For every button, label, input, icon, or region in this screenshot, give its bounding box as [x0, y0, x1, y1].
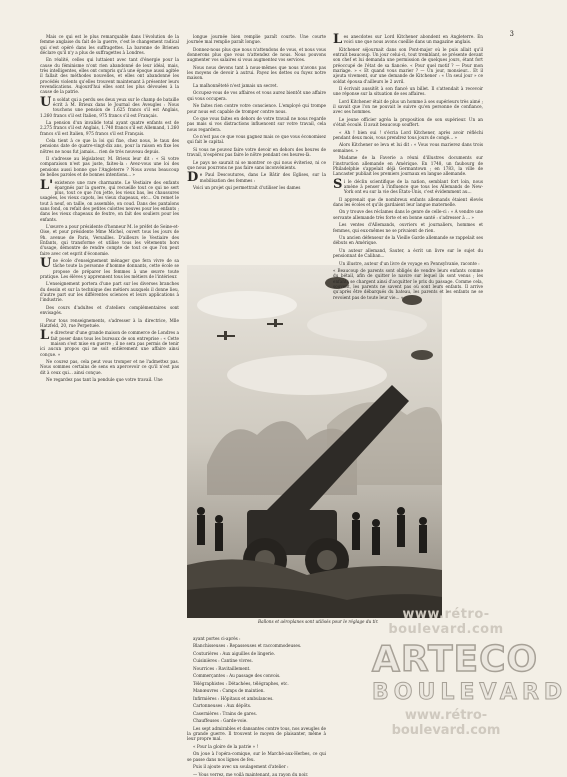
- paragraph: La malhonnêteté n'est jamais un secret.: [193, 82, 278, 88]
- paragraph: Infirmières : Hôpitaux et ambulances.: [193, 695, 274, 701]
- paragraph: Cuisinières : Cantine vivres.: [193, 658, 253, 664]
- paragraph: Occupez-vous de vos affaires et vous aurez bientôt une affaire qui vous occupera.: [187, 90, 326, 101]
- paragraph: Mais ce qui est le plus remarquable dans l'évolution de la femme anglaise du fait de la guerre, c'est le changement radical qui s'est opéré dans les suffragettes. La baronne de Brienen déclare qu'il n'y a plus de suffragettes à Londres.: [40, 34, 179, 55]
- paragraph: Des cours d'adultes et d'ateliers complémentaires sont envisagés.: [40, 304, 179, 316]
- page-number: 3: [509, 30, 514, 38]
- paragraph: L'existence une rare charmante. Le Vestiaire des enfants épargnés par la guerre, qui recueille tout ce qui ne sert plus, tout ce que l'on jette, les vieux bas, les chaussures usagées, les vieux capots, les vieux chapeaux, etc... On remet le tout à neuf, on taille, on assemble, on coud. Dans des pantalons sans fond, on refait des petites culottes neuves pour les enfants ; dans les vieux chapeaux de feutre, on fait des souliers pour les enfants.: [40, 177, 179, 222]
- paragraph: Il s'adresse au législateur, M. Brieux leur dit : « Si votre comparaison n'est pas juste, faites-la : Avez-vous une loi des pensions aussi bonne que l'Angleterre ? Nous avons beaucoup de belles paroles et de bonnes intentions... »: [40, 156, 179, 178]
- paragraph: Chauffeuses : Garde-voie.: [193, 718, 248, 724]
- paragraph: Blanchisseuses : Repasseuses et raccommodeuses.: [193, 643, 302, 649]
- paragraph: Kitchener séjournait dans son Pont-major où le puis allait qu'il entrait beaucoup. Un jour celui-ci, tout tremblant, se présente devant son chef et lui demanda une permission de quelques jours, étant fort préoccupé de l'état de sa fiancée. « Pour quel motif ? — Pour mon mariage. » « Et quand vous marier ? — Un jour, monsieur... Et il ajouta vivement, sur une demande de Kitchener : « Un seul jour » ce soldat épousa d'ailleurs le 2 avril.: [333, 46, 483, 84]
- paragraph: Manœuvres : Camps de maintien.: [193, 688, 265, 694]
- paragraph: Un soldat qui a perdu ses deux yeux sur le champ de bataille écrit à M. Brieux dans le Journal des Aveugles : Nous touchons une pension de 1.625 francs s'il est Anglais, 1.260 francs s'il est Italien, 975 francs s'il est Français.: [40, 94, 179, 118]
- paragraph: « Beaucoup de parents sont obligés de vendre leurs enfants comme du bétail, afin de quitter le navire sur lequel ils sont venus ; les enfants se chargent ainsi d'acquitter le prix du passage. Comme cela, souvent, les parents ne savent pas où sont leurs enfants. Il arrive qu'après être débarqués du bateau, les parents et les enfants ne se revoient pas de toute leur vie... »: [333, 268, 483, 300]
- paragraph: Le pays ne saurait ni se montrer ce qui nous éviteriez, ni ce que nous pourrons ne pas faire sans inconvénients.: [187, 159, 326, 170]
- paragraph: Pour tous renseignements, s'adresser à la directrice, Mlle Hatzfeld, 20, rue Perpetuée.: [40, 317, 179, 328]
- paragraph: Cela tient à ce que la loi qui fixe, chez nous, le taux des pensions date de quatre-vingt-dix ans, pour la raison en fixe les nôtres ne nous fut jamais... rien de très nouveau depuis.: [40, 138, 179, 154]
- paragraph: Si vous ne pouvez faire votre devoir en dehors des heures de travail, n'espérez pas faire le nôtre pendant ces heures-là.: [187, 146, 326, 158]
- paragraph: Un auteur allemand, Sauter, a écrit un livre sur le sujet du pensionnat de Caliban...: [333, 247, 483, 259]
- paragraph: ayant portes ci-après :: [193, 636, 241, 641]
- paragraph: Nourrices : Ravitaillement.: [193, 665, 251, 671]
- paragraph: Les sept admirables et dansantes contre tous, nos aveugles de la grande guerre. Il trouvent le moyen de plaisanter, même à leur propre mal.: [187, 725, 327, 742]
- paragraph: On y trouve des réclames dans le genre de celle-ci : « A vendre une servante allemande très forte et en bonne santé : s'adresser à ... »: [333, 209, 483, 220]
- paragraph: Télégraphistes : Détachées, télégraphes, etc.: [193, 680, 289, 686]
- paragraph: Nous nous devons tant à nous-mêmes que nous n'avons pas les moyens de devoir à autrui. Payez les dettes ou fuyez notre maison.: [187, 64, 326, 81]
- paragraph: « Ah ! bien oui ! s'écria Lord Kitchener, après avoir réfléchi pendant deux mois, vous prendrez tous jours de congé... »: [333, 129, 483, 140]
- paragraph: En réalité, celles qui luttaient avec tant d'énergie pour la cause du féminisme n'ont rien abandonné de leur idéal, mais, très intelligentes, elles ont compris qu'à une époque aussi agitée il fallait des méthodes nouvelles, et elles ont abandonné les procédés violents qu'elles trouvent maintenant à présenter leurs revendications. Aujourd'hui elles sont les plus dévouées à la cause de la patrie.: [40, 57, 179, 95]
- watermark-logo: www.rétro-boulevard.com ARTECO BOULEVARD www.rétro-boulevard.com: [372, 607, 567, 738]
- paragraph: Lord Kitchener était de plus un homme à ses supérieurs très aimé ; il savait que l'on ne pouvait le suivre qu'en personne de confiance, avec ses hommes.: [333, 98, 483, 115]
- paragraph: Ne courez pas, cela peut vous tromper et ne l'admettez pas. Nous sommes certains de sens en apercevoir ce qu'il n'est pas dit à ceux qui... ainsi conçue.: [40, 359, 179, 375]
- paragraph: La pension d'un invalide total ayant quatre enfants est de 2.275 francs s'il est Anglais, 1.740 francs s'il est Allemand, 1.260 francs s'il est Italien, 975 francs s'il est Français.: [40, 120, 179, 136]
- paragraph: Voici un projet qui permettrait d'utiliser les dames: [193, 185, 301, 191]
- paragraph: Commerçantes : Au passage des convois.: [193, 673, 281, 679]
- paragraph: Ne faites rien contre votre conscience. L'employé qui trompe pour nous est capable de tromper contre nous.: [187, 103, 326, 114]
- paragraph: Couturières : Aux aiguilles de lingerie.: [193, 650, 276, 656]
- paragraph: « Pour la gloire de la patrie » !: [193, 743, 259, 749]
- paragraph: Un illustre, auteur d'un livre de voyage en Pennsylvanie, raconte :: [339, 260, 480, 266]
- paragraph: Ne regardez pas tant la pendule que votre travail. Une: [46, 377, 163, 383]
- text-column-middle-bottom: [187, 636, 327, 777]
- paragraph: Une école d'enseignement ménager que fera vivre de sa tâche toute la personne d'homme donnants, cette école se propose de préparer les femmes à une œuvre toute pratique. Les élèves y apprennent tous les métiers de l'intérieur.: [40, 256, 179, 279]
- paragraph: On joue à l'opéra-comique, sur le Marché-aux-Herbes, ce qui se passe dans nos lignes de feu.: [187, 751, 326, 762]
- illustration-caption: Ballons et aéroplanes sont utilisés pour le réglage du tir.: [258, 619, 379, 624]
- paragraph: Les anecdotes sur Lord Kitchener abondent en Angleterre. En voici une que nous avons cueillie dans un magazine anglais.: [333, 32, 483, 47]
- paragraph: Ce n'est pas ce que vous gagnez mais ce que vous économisez qui fait le capital.: [187, 134, 326, 145]
- paragraph: Casernières : Trains de gares.: [193, 710, 257, 716]
- paragraph: Alors Kitchener se leva et lui dit : « Vous vous marierez dans trois semaines. »: [333, 142, 483, 153]
- paragraph: Il écrivait aussitôt à son fiancé un billet. Il s'attendait à recevoir une réponse sur la situation de ses affaires.: [333, 86, 483, 97]
- paragraph: Le jeune officier agréa la proposition de son supérieur. Un an s'était écoulé. Il avait beaucoup souffert.: [333, 116, 483, 128]
- paragraph: Le directeur d'une grande maison de commerce de Londres a fait poser dans tous les bureaux de son entreprise : « Cette maison s'est mise en guerre ; il ne sera pas permis de tenir ici aucun propos qui ne soit entièrement une affaire ainsi conçue. »: [40, 328, 179, 357]
- paragraph: Cartonneuses : Aux dépôts.: [193, 703, 252, 709]
- paragraph: Un ancien défenseur de la Vieille Garde allemande se rappelait ses débuts en Amérique.: [333, 235, 483, 246]
- paragraph: Si le déclin scientifique de la nation, semblant fort loin, nous amène à penser à l'influence que tous les Allemands de New-York ont eu sur la vie des États-Unis, c'est évidemment au...: [333, 176, 483, 195]
- paragraph: Les ventes d'Allemands, ouvriers et journaliers, hommes et femmes, qui eux-mêmes ne se privaient de rien.: [333, 222, 483, 233]
- text-column-left: [40, 34, 179, 742]
- paragraph: Puis il ajoute avec un soulagement d'atelier :: [193, 764, 289, 770]
- paragraph: — Vous verrez, me voilà maintenant, au rayon du noir.: [193, 771, 309, 777]
- paragraph: Il apprenait que de nombreux enfants allemands étaient élevés dans les écoles et qu'ils gardaient leur langue maternelle.: [333, 196, 483, 207]
- paragraph: Ce que vous faites en dehors de votre travail ne nous regarde pas mais si vos distractions influencent sur votre travail, cela nous regardera.: [187, 115, 326, 132]
- paragraph: L'enseignement portera d'une part sur les diverses branches du dessin et sur la technique des métiers auxquels il donne lieu, d'autre part sur les différentes sciences et leurs applications à l'industrie.: [40, 281, 179, 303]
- paragraph: Madame de la Faverie a réuni d'illustres documents sur l'instruction allemande en Amérique. En 1748, un faubourg de Philadelphie s'appelait déjà Germantown ; en 1783, la ville de Lancaster publiait les premiers journaux en langue allemande.: [333, 155, 483, 177]
- paragraph: Donnez-nous plus que nous n'attendons de vous, et nous vous donnerons plus que vous n'attendez de nous. Nous pouvons augmenter vos salaires si vous augmentez vos services.: [187, 46, 326, 63]
- paragraph: longue journée bien remplie paraît courte. Une courte journée mal remplie paraît longue.: [187, 34, 326, 45]
- text-column-middle-top: [187, 34, 326, 260]
- paragraph: De Paul Descoutures, dans Le Bâtir des Eglises, sur la mobilisation des femmes :: [187, 170, 326, 186]
- paragraph: L'œuvre a pour présidente d'honneur M. le préfet de Seine-et-Oise, et pour présidente Mme Michel, ouvert tous les jours de 9h. avenue de Paris, Versailles. D'ailleurs le Vestiaire des Enfants, qui transforme et utilise tous les vêtements hors d'usage, démontre de rendre compte de tout ce que l'on peut faire avec cet esprit d'économie.: [40, 224, 179, 256]
